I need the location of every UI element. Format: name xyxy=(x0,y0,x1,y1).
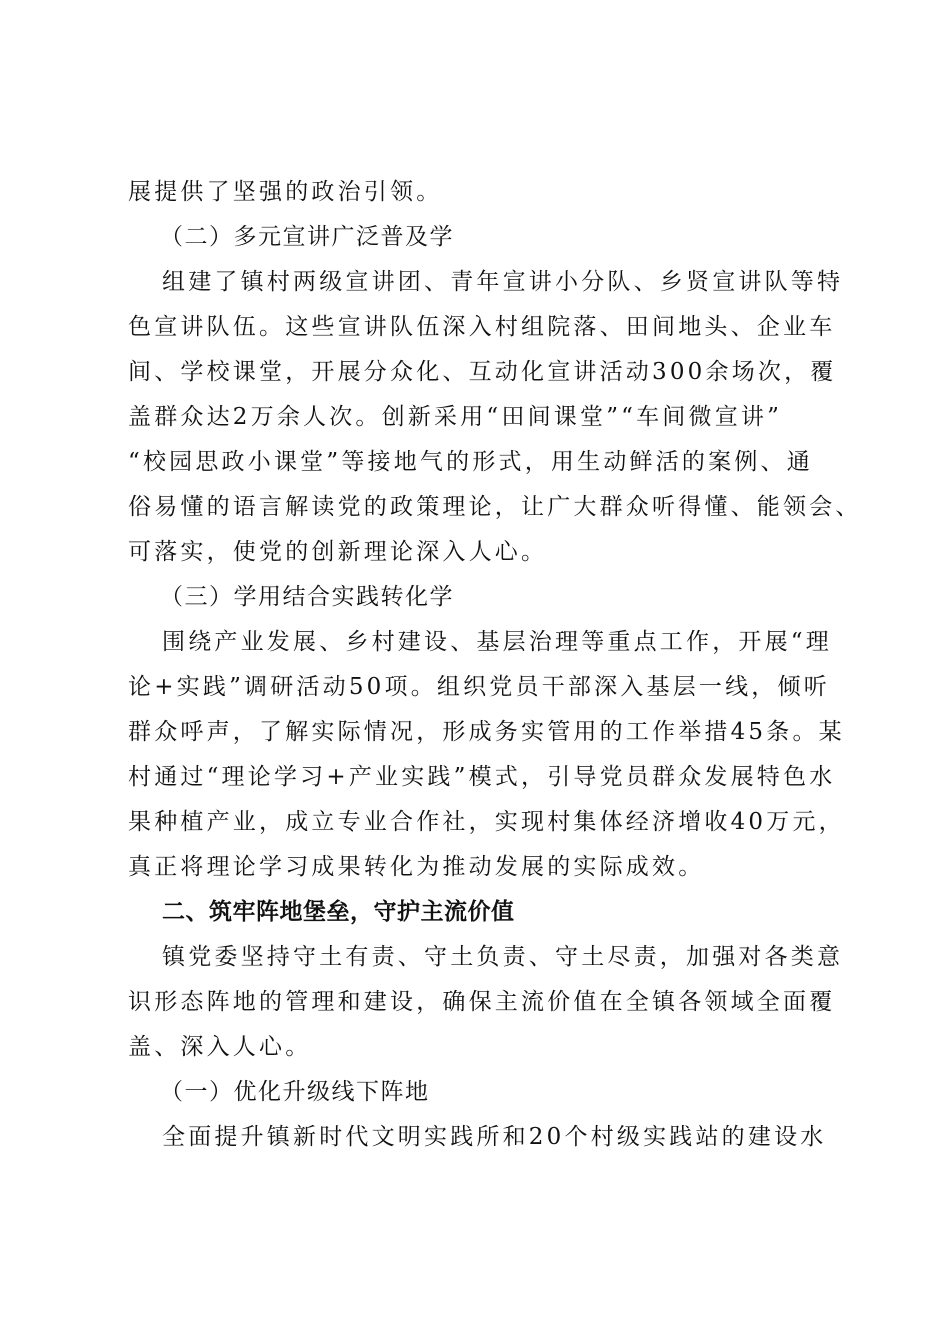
paragraph-line: 全面提升镇新时代文明实践所和20个村级实践站的建设水 xyxy=(162,1124,827,1150)
paragraph-line: “校园思政小课堂”等接地气的形式，用生动鲜活的案例、通 xyxy=(128,449,813,475)
paragraph-line: 色宣讲队伍。这些宣讲队伍深入村组院落、田间地头、企业车 xyxy=(128,314,836,340)
subheading-line: （二）多元宣讲广泛普及学 xyxy=(160,224,454,250)
subheading-line: （三）学用结合实践转化学 xyxy=(160,584,454,610)
paragraph-line: 真正将理论学习成果转化为推动发展的实际成效。 xyxy=(128,854,705,880)
paragraph-line: 组建了镇村两级宣讲团、青年宣讲小分队、乡贤宣讲队等特 xyxy=(162,269,844,295)
subheading-line: （一）优化升级线下阵地 xyxy=(160,1079,430,1105)
paragraph-line: 展提供了坚强的政治引领。 xyxy=(128,179,443,205)
paragraph-line: 盖群众达2万余人次。创新采用“田间课堂”“车间微宣讲” xyxy=(128,404,783,430)
paragraph-line: 盖、深入人心。 xyxy=(128,1034,312,1060)
paragraph-line: 可落实，使党的创新理论深入人心。 xyxy=(128,539,548,565)
paragraph-line: 村通过“理论学习+产业实践”模式，引导党员群众发展特色水 xyxy=(128,764,836,790)
paragraph-line: 果种植产业，成立专业合作社，实现村集体经济增收40万元， xyxy=(128,809,845,835)
paragraph-line: 群众呼声，了解实际情况，形成务实管用的工作举措45条。某 xyxy=(128,719,845,745)
paragraph-line: 围绕产业发展、乡村建设、基层治理等重点工作，开展“理 xyxy=(162,629,832,655)
paragraph-line: 识形态阵地的管理和建设，确保主流价值在全镇各领域全面覆 xyxy=(128,989,836,1015)
paragraph-line: 镇党委坚持守土有责、守土负责、守土尽责，加强对各类意 xyxy=(162,944,844,970)
paragraph-line: 论+实践”调研活动50项。组织党员干部深入基层一线，倾听 xyxy=(128,674,830,700)
paragraph-line: 间、学校课堂，开展分众化、互动化宣讲活动300余场次，覆 xyxy=(128,359,837,385)
paragraph-line: 俗易懂的语言解读党的政策理论，让广大群众听得懂、能领会、 xyxy=(128,494,862,520)
section-heading: 二、筑牢阵地堡垒，守护主流价值 xyxy=(162,899,515,925)
